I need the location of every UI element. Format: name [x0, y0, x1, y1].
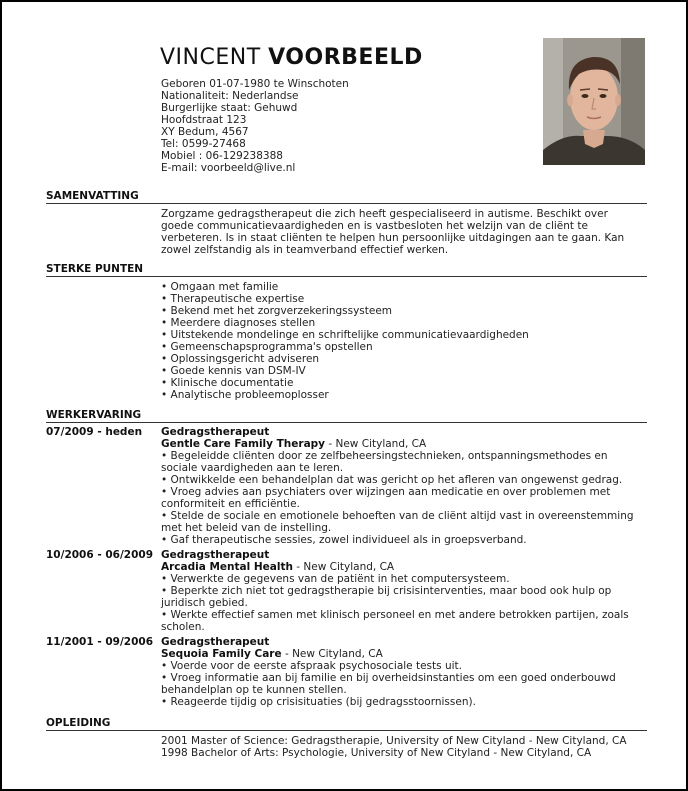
list-item: • Analytische probleemoplosser	[161, 389, 329, 401]
job-employer-line	[161, 648, 651, 660]
birth-info: Geboren 01-07-1980 te Winschoten	[161, 78, 349, 90]
list-item: • Meerdere diagnoses stellen	[161, 317, 316, 329]
job-duty: sociale vaardigheden aan te leren.	[161, 462, 344, 474]
list-item: • Therapeutische expertise	[161, 293, 305, 305]
list-item: • Uitstekende mondelinge en schriftelijke communicatievaardigheden	[161, 329, 529, 341]
job-employer-line	[161, 438, 651, 450]
list-item: • Oplossingsgericht adviseren	[161, 353, 320, 365]
job-title: Gedragstherapeut	[161, 426, 270, 438]
summary-heading: SAMENVATTING	[46, 190, 139, 202]
list-item: • Klinische documentatie	[161, 377, 294, 389]
contact-info	[161, 78, 349, 174]
job-title: Gedragstherapeut	[161, 549, 270, 561]
job-duty: • Beperkte zich niet tot gedragstherapie bij crisisinterventies, maar bood ook hulp op	[161, 585, 612, 597]
job-duty: • Ontwikkelde een behandelplan dat was gericht op het afleren van ongewenst gedrag.	[161, 474, 623, 486]
job-duty: conformiteit en efficiëntie.	[161, 498, 300, 510]
education-heading: OPLEIDING	[46, 717, 111, 729]
employer-name: Gentle Care Family Therapy	[161, 438, 326, 450]
employer-name: Sequoia Family Care	[161, 648, 282, 660]
list-item: • Bekend met het zorgverzekeringssysteem	[161, 305, 393, 317]
employer-location: - New Cityland, CA	[292, 561, 395, 573]
marital-status: Burgerlijke staat: Gehuwd	[161, 102, 298, 114]
list-item: • Gemeenschapsprogramma's opstellen	[161, 341, 373, 353]
job-duty: • Voerde voor de eerste afspraak psychosociale tests uit.	[161, 660, 462, 672]
employer-location: - New Cityland, CA	[325, 438, 427, 450]
job-duty: • Werkte effectief samen met klinisch personeel en met andere betrokken partijen, zoals	[161, 609, 629, 621]
nationality: Nationaliteit: Nederlandse	[161, 90, 299, 102]
summary-line: Zorgzame gedragstherapeut die zich heeft gespecialiseerd in autisme. Beschikt over	[161, 208, 608, 220]
job-duty: behandelplan op te kunnen stellen.	[161, 684, 347, 696]
mobile: Mobiel : 06-129238388	[161, 150, 283, 162]
portrait-image	[543, 38, 645, 165]
experience-heading: WERKERVARING	[46, 409, 142, 421]
summary-text	[161, 208, 651, 256]
summary-divider	[46, 203, 647, 204]
employer-location: - New Cityland, CA	[281, 648, 383, 660]
summary-line: zowel zelfstandig als in teamverband effectief werken.	[161, 244, 449, 256]
job-entry	[161, 636, 651, 708]
job-duty: • Verwerkte de gegevens van de patiënt in het computersysteem.	[161, 573, 510, 585]
job-dates: 10/2006 - 06/2009	[46, 549, 154, 561]
experience-divider	[46, 422, 647, 423]
job-duty: • Gaf therapeutische sessies, zowel individueel als in groepsverband.	[161, 534, 527, 546]
list-item: • Omgaan met familie	[161, 281, 279, 293]
strengths-divider	[46, 276, 647, 277]
first-name: VINCENT	[160, 45, 261, 70]
job-duty: • Reageerde tijdig op crisisituaties (bij gedragsstoornissen).	[161, 696, 476, 708]
job-duty: • Begeleidde cliënten door ze zelfbeheersingstechnieken, ontspanningsmethodes en	[161, 450, 608, 462]
education-list	[161, 735, 651, 759]
profile-photo	[543, 38, 645, 165]
job-entry	[161, 426, 651, 546]
summary-line: goede communicatievaardigheden en is vastbesloten het welzijn van de cliënt te	[161, 220, 588, 232]
summary-line: verbeteren. Is in staat cliënten te helpen hun persoonlijke uitdagingen aan te gaan. Kan	[161, 232, 625, 244]
phone: Tel: 0599-27468	[161, 138, 246, 150]
job-duty: juridisch gebied.	[161, 597, 248, 609]
strengths-heading: STERKE PUNTEN	[46, 263, 144, 275]
job-duty: • Vroeg informatie aan bij familie en bij overheidsinstanties om een goed onderbouwd	[161, 672, 616, 684]
candidate-name	[160, 45, 423, 71]
job-employer-line	[161, 561, 651, 573]
job-duty: scholen.	[161, 621, 205, 633]
education-item: 2001 Master of Science: Gedragstherapie, University of New Cityland - New Cityland, CA	[161, 735, 627, 747]
strengths-list	[161, 281, 651, 401]
employer-name: Arcadia Mental Health	[161, 561, 293, 573]
email: E-mail: voorbeeld@live.nl	[161, 162, 296, 174]
list-item: • Goede kennis van DSM-IV	[161, 365, 306, 377]
job-entry	[161, 549, 651, 633]
job-dates: 07/2009 - heden	[46, 426, 143, 438]
street-address: Hoofdstraat 123	[161, 114, 247, 126]
job-duty: • Vroeg advies aan psychiaters over wijzingen aan medicatie en over problemen met	[161, 486, 611, 498]
job-duty: • Stelde de sociale en emotionele behoeften van de cliënt altijd vast in overeenstemming	[161, 510, 634, 522]
education-divider	[46, 730, 647, 731]
job-dates: 11/2001 - 09/2006	[46, 636, 154, 648]
education-item: 1998 Bachelor of Arts: Psychologie, University of New Cityland - New Cityland, CA	[161, 747, 592, 759]
job-title: Gedragstherapeut	[161, 636, 270, 648]
postal-city: XY Bedum, 4567	[161, 126, 249, 138]
last-name: VOORBEELD	[268, 45, 423, 70]
job-duty: met het beleid van de instelling.	[161, 522, 332, 534]
